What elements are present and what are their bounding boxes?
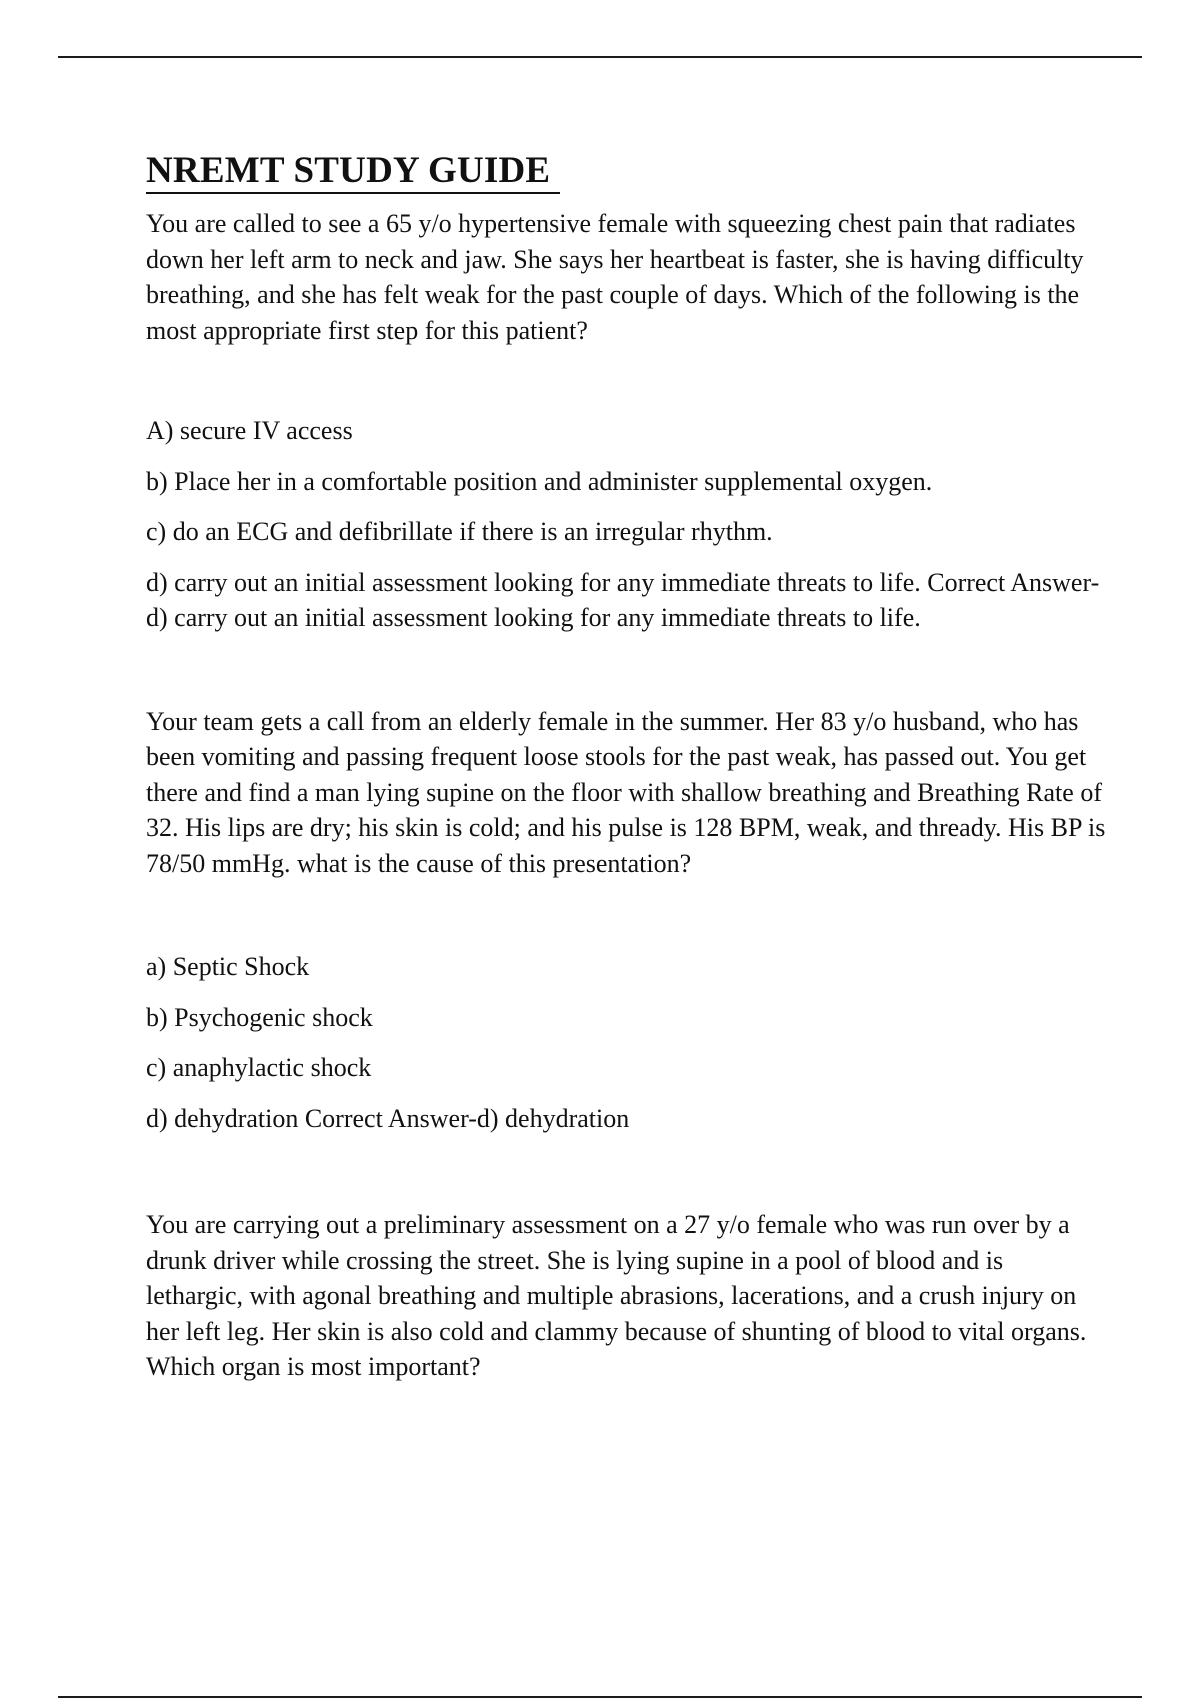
question-text: You are called to see a 65 y/o hypertensive female with squeezing chest pain that radiates down her left arm to neck and jaw. She says her heartbeat is faster, she is having difficulty breathing, and she has felt weak for the past couple of days. Which of the following is the most appropriate first step for this patient? [146,209,1084,345]
answer-option-d: d) carry out an initial assessment looking for any immediate threats to life. Correct Answer-d) carry out an initial assessment looking for any immediate threats to life. [146,567,1100,632]
top-divider [58,56,1142,58]
answer-option-a: a) Septic Shock [146,952,310,981]
question-block-1 [146,206,1106,636]
question-text: You are carrying out a preliminary assessment on a 27 y/o female who was run over by a drunk driver while crossing the street. She is lying supine in a pool of blood and is lethargic, with agonal breathing and multiple abrasions, lacerations, and a crush injury on her left leg. Her skin is also cold and clammy because of shunting of blood to vital organs. Which organ is most important? [146,1210,1087,1381]
answer-options [146,413,1106,636]
answer-option-c: c) do an ECG and defibrillate if there is an irregular rhythm. [146,517,773,546]
answer-option-c: c) anaphylactic shock [146,1053,372,1082]
bottom-divider [58,1696,1142,1698]
question-block-3 [146,1207,1106,1385]
page-title: NREMT STUDY GUIDE [146,150,560,194]
document-body [146,150,1106,1385]
question-block-2 [146,704,1106,1137]
answer-option-b: b) Place her in a comfortable position and administer supplemental oxygen. [146,466,933,496]
answer-options [146,949,1106,1136]
question-text: Your team gets a call from an elderly female in the summer. Her 83 y/o husband, who has been vomiting and passing frequent loose stools for the past weak, has passed out. You get there and find a man lying supine on the floor with shallow breathing and Breathing Rate of 32. His lips are dry; his skin is cold; and his pulse is 128 BPM, weak, and thready. His BP is 78/50 mmHg. what is the cause of this presentation? [146,706,1106,878]
answer-option-a: A) secure IV access [146,416,353,445]
answer-option-b: b) Psychogenic shock [146,1002,373,1032]
answer-option-d: d) dehydration Correct Answer-d) dehydration [146,1103,630,1133]
